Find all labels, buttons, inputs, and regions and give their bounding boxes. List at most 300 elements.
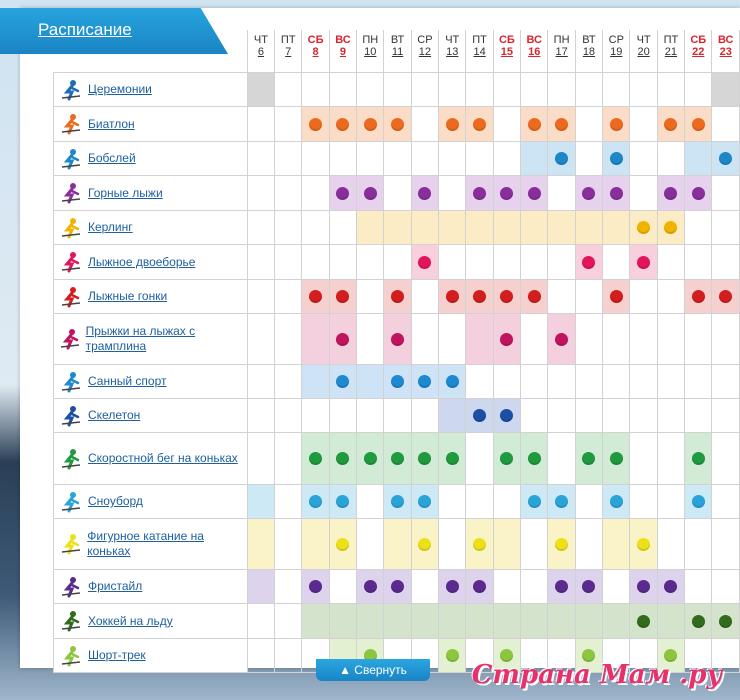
event-dot[interactable] <box>692 187 705 200</box>
day-of-week: СР <box>608 34 624 46</box>
schedule-cell[interactable] <box>603 107 630 142</box>
schedule-cell[interactable] <box>657 211 684 245</box>
schedule-cell[interactable] <box>521 107 548 142</box>
schedule-cell[interactable] <box>466 176 493 211</box>
schedule-cell <box>521 211 548 245</box>
sport-link[interactable]: Фристайл <box>88 579 143 593</box>
sport-link[interactable]: Хоккей на льду <box>88 613 173 628</box>
event-dot[interactable] <box>637 221 650 234</box>
sport-link[interactable]: Фигурное катание на коньках <box>87 529 204 558</box>
schedule-cell[interactable] <box>302 107 329 142</box>
schedule-cell <box>275 433 302 485</box>
schedule-cell <box>603 245 630 280</box>
schedule-cell <box>548 433 575 485</box>
schedule-cell <box>630 107 657 142</box>
event-dot[interactable] <box>336 495 349 508</box>
schedule-cell[interactable] <box>575 570 602 604</box>
schedule-cell <box>439 73 466 107</box>
schedule-cell[interactable] <box>439 639 466 673</box>
schedule-cell[interactable] <box>603 280 630 314</box>
event-dot[interactable] <box>692 615 705 628</box>
event-dot[interactable] <box>391 333 404 346</box>
schedule-cell <box>493 570 520 604</box>
schedule-cell[interactable] <box>384 280 411 314</box>
schedule-cell[interactable] <box>357 570 384 604</box>
schedule-cell[interactable] <box>384 433 411 485</box>
event-dot[interactable] <box>555 152 568 165</box>
schedule-cell[interactable] <box>329 485 356 519</box>
schedule-cell[interactable] <box>384 314 411 365</box>
schedule-cell <box>384 604 411 639</box>
schedule-cell[interactable] <box>329 314 356 365</box>
event-dot[interactable] <box>418 187 431 200</box>
day-number-link[interactable]: 19 <box>610 46 623 58</box>
schedule-cell[interactable] <box>685 485 712 519</box>
day-number-link[interactable]: 17 <box>555 46 568 58</box>
schedule-cell <box>493 365 520 399</box>
day-number-link[interactable]: 13 <box>446 46 459 58</box>
schedule-cell[interactable] <box>411 519 438 570</box>
sport-link[interactable]: Бобслей <box>88 151 136 165</box>
event-dot[interactable] <box>610 118 623 131</box>
schedule-cell <box>247 280 274 314</box>
event-dot[interactable] <box>610 152 623 165</box>
event-dot[interactable] <box>309 118 322 131</box>
schedule-cell <box>275 639 302 673</box>
day-number-link[interactable]: 11 <box>391 46 404 58</box>
schedule-cell[interactable] <box>357 433 384 485</box>
schedule-cell[interactable] <box>603 176 630 211</box>
schedule-cell <box>657 142 684 176</box>
schedule-cell[interactable] <box>521 176 548 211</box>
event-dot[interactable] <box>446 452 459 465</box>
day-of-week: ВС <box>717 34 734 46</box>
sport-link[interactable]: Лыжное двоеборье <box>88 254 196 269</box>
event-dot[interactable] <box>336 452 349 465</box>
sport-row-curling <box>54 211 740 245</box>
day-header <box>466 30 493 73</box>
sport-link[interactable]: Керлинг <box>88 220 133 234</box>
day-header <box>247 30 274 73</box>
event-dot[interactable] <box>473 118 486 131</box>
event-dot[interactable] <box>555 495 568 508</box>
schedule-cell[interactable] <box>630 519 657 570</box>
sport-link[interactable]: Скоростной бег на коньках <box>88 451 238 465</box>
sport-row-figureskating <box>54 519 740 570</box>
event-dot[interactable] <box>473 580 486 593</box>
schedule-cell <box>302 73 329 107</box>
event-dot[interactable] <box>664 580 677 593</box>
event-dot[interactable] <box>391 290 404 303</box>
schedule-cell <box>712 176 740 211</box>
day-number-link[interactable]: 14 <box>473 46 486 58</box>
schedule-cell <box>575 365 602 399</box>
schedule-cell[interactable] <box>384 570 411 604</box>
schedule-cell <box>302 604 329 639</box>
day-number-link[interactable]: 9 <box>339 46 346 58</box>
schedule-cell[interactable] <box>329 433 356 485</box>
event-dot[interactable] <box>418 538 431 551</box>
day-number-link[interactable]: 15 <box>500 46 514 58</box>
schedule-cell <box>247 211 274 245</box>
schedule-cell <box>575 485 602 519</box>
sport-link[interactable]: Прыжки на лыжах с трамплина <box>85 324 196 353</box>
schedule-cell[interactable] <box>302 485 329 519</box>
event-dot[interactable] <box>309 452 322 465</box>
event-dot[interactable] <box>336 187 349 200</box>
event-dot[interactable] <box>637 256 650 269</box>
sport-cell <box>54 314 248 365</box>
event-dot[interactable] <box>582 187 595 200</box>
day-of-week: ВТ <box>582 34 596 46</box>
schedule-cell[interactable] <box>521 485 548 519</box>
schedule-cell[interactable] <box>575 245 602 280</box>
schedule-cell[interactable] <box>603 142 630 176</box>
schedule-cell <box>657 245 684 280</box>
sport-link[interactable]: Сноуборд <box>88 494 143 508</box>
schedule-cell <box>521 142 548 176</box>
schedule-cell <box>439 211 466 245</box>
event-dot[interactable] <box>336 290 349 303</box>
day-of-week: СБ <box>690 34 707 46</box>
event-dot[interactable] <box>473 290 486 303</box>
schedule-cell[interactable] <box>384 485 411 519</box>
schedule-cell[interactable] <box>685 604 712 639</box>
event-dot[interactable] <box>692 495 705 508</box>
schedule-cell <box>521 245 548 280</box>
event-dot[interactable] <box>336 375 349 388</box>
schedule-cell[interactable] <box>548 142 575 176</box>
schedule-cell <box>630 142 657 176</box>
schedule-cell <box>439 314 466 365</box>
sport-link[interactable]: Горные лыжи <box>88 185 163 200</box>
day-header <box>521 30 548 73</box>
event-dot[interactable] <box>692 290 705 303</box>
schedule-cell <box>685 211 712 245</box>
schedule-cell <box>411 142 438 176</box>
event-dot[interactable] <box>528 495 541 508</box>
schedule-cell[interactable] <box>685 280 712 314</box>
short-track-icon <box>54 645 88 667</box>
event-dot[interactable] <box>664 187 677 200</box>
schedule-cell <box>357 73 384 107</box>
event-dot[interactable] <box>309 290 322 303</box>
event-dot[interactable] <box>582 256 595 269</box>
event-dot[interactable] <box>610 187 623 200</box>
schedule-cell <box>493 485 520 519</box>
schedule-cell[interactable] <box>439 433 466 485</box>
schedule-cell[interactable] <box>411 176 438 211</box>
event-dot[interactable] <box>555 333 568 346</box>
schedule-cell[interactable] <box>712 280 740 314</box>
schedule-cell <box>247 365 274 399</box>
schedule-cell[interactable] <box>411 245 438 280</box>
schedule-cell[interactable] <box>630 570 657 604</box>
day-number-link[interactable]: 18 <box>582 46 596 58</box>
sport-link[interactable]: Санный спорт <box>88 374 167 388</box>
schedule-panel <box>20 8 740 668</box>
sport-row-freestyle <box>54 570 740 604</box>
schedule-cell[interactable] <box>712 142 740 176</box>
sport-link[interactable]: Скелетон <box>88 408 141 422</box>
sport-cell <box>54 519 248 570</box>
schedule-cell[interactable] <box>548 570 575 604</box>
schedule-cell[interactable] <box>329 280 356 314</box>
schedule-cell[interactable] <box>657 176 684 211</box>
schedule-cell[interactable] <box>329 176 356 211</box>
event-dot[interactable] <box>391 118 404 131</box>
schedule-cell <box>247 245 274 280</box>
event-dot[interactable] <box>692 452 705 465</box>
schedule-cell <box>247 314 274 365</box>
day-number-link[interactable]: 8 <box>312 46 319 58</box>
event-dot[interactable] <box>664 118 677 131</box>
event-dot[interactable] <box>500 290 513 303</box>
day-number-link[interactable]: 10 <box>364 46 377 58</box>
schedule-cell <box>411 211 438 245</box>
schedule-cell <box>521 365 548 399</box>
sport-cell <box>54 570 248 604</box>
event-dot[interactable] <box>528 452 541 465</box>
event-dot[interactable] <box>555 538 568 551</box>
event-dot[interactable] <box>446 118 459 131</box>
schedule-cell[interactable] <box>466 570 493 604</box>
event-dot[interactable] <box>364 118 377 131</box>
schedule-cell[interactable] <box>329 519 356 570</box>
event-dot[interactable] <box>528 187 541 200</box>
schedule-cell[interactable] <box>439 107 466 142</box>
day-number-link[interactable]: 20 <box>637 46 650 58</box>
schedule-cell[interactable] <box>493 280 520 314</box>
schedule-cell <box>657 485 684 519</box>
event-dot[interactable] <box>637 615 650 628</box>
schedule-cell[interactable] <box>384 365 411 399</box>
schedule-cell[interactable] <box>685 107 712 142</box>
schedule-cell <box>630 365 657 399</box>
schedule-cell[interactable] <box>302 433 329 485</box>
event-dot[interactable] <box>391 375 404 388</box>
schedule-cell[interactable] <box>521 280 548 314</box>
event-dot[interactable] <box>309 495 322 508</box>
schedule-title[interactable]: Расписание <box>38 20 132 39</box>
event-dot[interactable] <box>719 615 732 628</box>
event-dot[interactable] <box>446 375 459 388</box>
day-number-link[interactable]: 22 <box>692 46 705 58</box>
event-dot[interactable] <box>719 152 732 165</box>
schedule-cell <box>302 399 329 433</box>
schedule-cell[interactable] <box>357 107 384 142</box>
event-dot[interactable] <box>500 187 513 200</box>
schedule-cell[interactable] <box>603 433 630 485</box>
event-dot[interactable] <box>336 333 349 346</box>
schedule-cell[interactable] <box>493 399 520 433</box>
event-dot[interactable] <box>418 256 431 269</box>
sport-row-alpine <box>54 176 740 211</box>
schedule-cell[interactable] <box>548 107 575 142</box>
schedule-cell <box>466 433 493 485</box>
schedule-cell[interactable] <box>521 433 548 485</box>
schedule-cell <box>411 73 438 107</box>
schedule-cell[interactable] <box>439 570 466 604</box>
day-number-link[interactable]: 21 <box>664 46 678 58</box>
event-dot[interactable] <box>309 580 322 593</box>
event-dot[interactable] <box>500 333 513 346</box>
schedule-cell[interactable] <box>630 211 657 245</box>
schedule-cell <box>630 314 657 365</box>
day-of-week: ПТ <box>663 34 679 46</box>
cross-country-icon <box>54 286 88 308</box>
schedule-cell[interactable] <box>493 176 520 211</box>
schedule-cell <box>275 280 302 314</box>
schedule-cell <box>466 73 493 107</box>
schedule-cell[interactable] <box>466 280 493 314</box>
schedule-cell[interactable] <box>603 485 630 519</box>
schedule-cell[interactable] <box>411 433 438 485</box>
event-dot[interactable] <box>364 187 377 200</box>
schedule-cell[interactable] <box>548 314 575 365</box>
event-dot[interactable] <box>364 580 377 593</box>
event-dot[interactable] <box>582 452 595 465</box>
schedule-cell[interactable] <box>411 365 438 399</box>
event-dot[interactable] <box>473 538 486 551</box>
event-dot[interactable] <box>500 409 513 422</box>
day-of-week: СБ <box>307 34 324 46</box>
schedule-cell <box>275 399 302 433</box>
schedule-cell <box>493 245 520 280</box>
schedule-cell[interactable] <box>329 107 356 142</box>
day-number-link[interactable]: 6 <box>257 46 264 58</box>
event-dot[interactable] <box>446 649 459 662</box>
schedule-cell <box>384 245 411 280</box>
sport-link[interactable]: Церемонии <box>88 82 152 96</box>
schedule-cell[interactable] <box>329 365 356 399</box>
schedule-cell <box>302 176 329 211</box>
day-number-link[interactable]: 23 <box>719 46 732 58</box>
event-dot[interactable] <box>555 580 568 593</box>
sport-link[interactable]: Лыжные гонки <box>88 289 168 303</box>
schedule-cell[interactable] <box>302 570 329 604</box>
schedule-cell[interactable] <box>466 107 493 142</box>
alpine-skiing-icon <box>54 182 88 204</box>
event-dot[interactable] <box>582 580 595 593</box>
event-dot[interactable] <box>637 538 650 551</box>
schedule-cell[interactable] <box>657 107 684 142</box>
event-dot[interactable] <box>418 495 431 508</box>
schedule-cell <box>275 485 302 519</box>
schedule-cell[interactable] <box>439 280 466 314</box>
event-dot[interactable] <box>391 580 404 593</box>
day-number-link[interactable]: 16 <box>528 46 541 58</box>
schedule-cell[interactable] <box>493 314 520 365</box>
luge-icon <box>54 371 88 393</box>
schedule-cell <box>275 73 302 107</box>
schedule-cell[interactable] <box>685 433 712 485</box>
schedule-cell[interactable] <box>493 433 520 485</box>
event-dot[interactable] <box>528 290 541 303</box>
schedule-cell[interactable] <box>630 604 657 639</box>
event-dot[interactable] <box>637 580 650 593</box>
event-dot[interactable] <box>528 118 541 131</box>
schedule-cell[interactable] <box>575 433 602 485</box>
schedule-cell <box>275 107 302 142</box>
schedule-cell <box>439 604 466 639</box>
schedule-cell[interactable] <box>439 365 466 399</box>
schedule-cell[interactable] <box>630 245 657 280</box>
schedule-cell <box>247 604 274 639</box>
schedule-cell[interactable] <box>466 519 493 570</box>
schedule-cell <box>411 107 438 142</box>
schedule-cell[interactable] <box>302 280 329 314</box>
schedule-cell <box>411 314 438 365</box>
schedule-cell <box>247 639 274 673</box>
schedule-cell <box>685 570 712 604</box>
schedule-cell <box>384 73 411 107</box>
event-dot[interactable] <box>610 495 623 508</box>
event-dot[interactable] <box>418 375 431 388</box>
schedule-cell[interactable] <box>384 107 411 142</box>
event-dot[interactable] <box>364 452 377 465</box>
schedule-cell <box>247 399 274 433</box>
schedule-cell <box>685 365 712 399</box>
collapse-button[interactable]: ▲ Свернуть <box>316 659 430 681</box>
event-dot[interactable] <box>692 118 705 131</box>
schedule-cell[interactable] <box>411 485 438 519</box>
sport-cell <box>54 142 248 176</box>
sport-link[interactable]: Биатлон <box>88 116 135 131</box>
event-dot[interactable] <box>473 409 486 422</box>
event-dot[interactable] <box>446 290 459 303</box>
schedule-cell <box>548 280 575 314</box>
event-dot[interactable] <box>391 495 404 508</box>
event-dot[interactable] <box>664 221 677 234</box>
day-header <box>630 30 657 73</box>
schedule-cell <box>630 485 657 519</box>
schedule-cell <box>493 107 520 142</box>
event-dot[interactable] <box>500 452 513 465</box>
watermark: Страна Мам .ру <box>471 660 722 690</box>
sport-link[interactable]: Шорт-трек <box>88 648 146 662</box>
schedule-cell[interactable] <box>575 176 602 211</box>
event-dot[interactable] <box>391 452 404 465</box>
schedule-cell[interactable] <box>548 519 575 570</box>
event-dot[interactable] <box>610 452 623 465</box>
day-header <box>575 30 602 73</box>
schedule-cell[interactable] <box>548 485 575 519</box>
schedule-cell[interactable] <box>657 570 684 604</box>
event-dot[interactable] <box>446 580 459 593</box>
day-number-link[interactable]: 7 <box>285 46 292 58</box>
schedule-cell <box>411 570 438 604</box>
day-header <box>439 30 466 73</box>
schedule-cell[interactable] <box>357 176 384 211</box>
event-dot[interactable] <box>336 538 349 551</box>
schedule-cell[interactable] <box>712 604 740 639</box>
event-dot[interactable] <box>555 118 568 131</box>
event-dot[interactable] <box>610 290 623 303</box>
event-dot[interactable] <box>418 452 431 465</box>
schedule-cell[interactable] <box>685 176 712 211</box>
sport-row-bobsleigh <box>54 142 740 176</box>
schedule-cell <box>439 519 466 570</box>
event-dot[interactable] <box>719 290 732 303</box>
schedule-cell <box>657 365 684 399</box>
schedule-cell <box>247 142 274 176</box>
schedule-cell <box>357 485 384 519</box>
schedule-cell[interactable] <box>466 399 493 433</box>
event-dot[interactable] <box>473 187 486 200</box>
event-dot[interactable] <box>336 118 349 131</box>
day-number-link[interactable]: 12 <box>418 46 432 58</box>
